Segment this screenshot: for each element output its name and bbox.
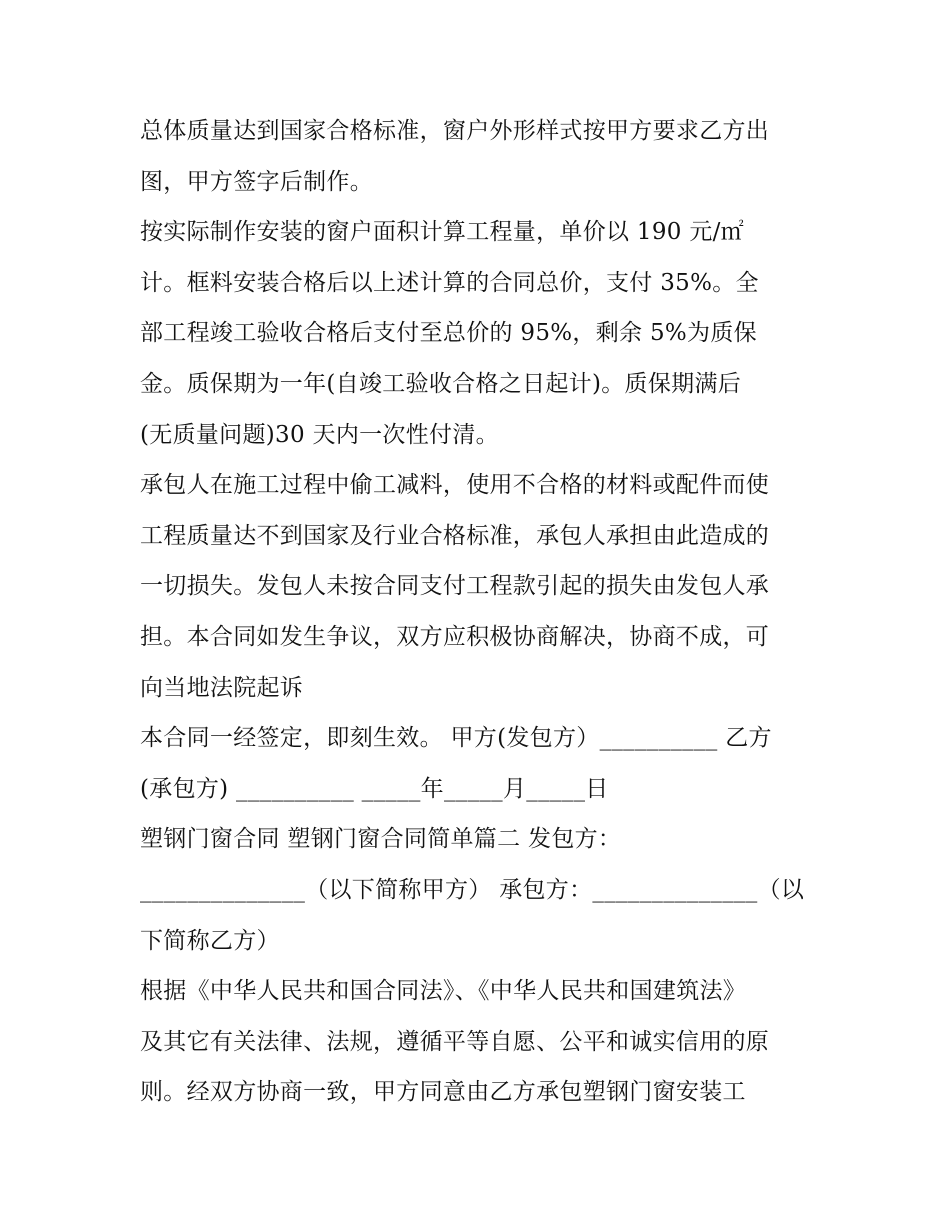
- text-line: 本合同一经签定，即刻生效。 甲方(发包方）__________ 乙方: [140, 725, 772, 752]
- text-line: 及其它有关法律、法规，遵循平等自愿、公平和诚实信用的原: [140, 1028, 770, 1055]
- text-line: (无质量问题)30 天内一次性付清。: [140, 421, 499, 448]
- text-line: 承包人在施工过程中偷工减料，使用不合格的材料或配件而使: [140, 472, 770, 499]
- text-line: 工程质量达不到国家及行业合格标准，承包人承担由此造成的: [140, 522, 770, 549]
- text-line: 部工程竣工验收合格后支付至总价的 95%，剩余 5%为质保: [140, 320, 757, 347]
- text-line: 向当地法院起诉: [140, 674, 304, 701]
- text-line: 一切损失。发包人未按合同支付工程款引起的损失由发包人承: [140, 573, 770, 600]
- text-line: 下简称乙方）: [140, 927, 280, 954]
- text-line: 则。经双方协商一致，甲方同意由乙方承包塑钢门窗安装工: [140, 1079, 746, 1106]
- text-line: 塑钢门窗合同 塑钢门窗合同简单篇二 发包方：: [140, 826, 622, 853]
- text-line: ______________（以下简称甲方） 承包方：______________（以: [140, 876, 805, 903]
- text-line: (承包方) __________ _____年_____月_____日: [140, 775, 609, 802]
- text-line: 计。框料安装合格后以上述计算的合同总价，支付 35%。全: [140, 269, 759, 296]
- text-line: 按实际制作安装的窗户面积计算工程量，单价以 190 元/㎡: [140, 219, 744, 246]
- text-line: 图，甲方签字后制作。: [140, 168, 373, 195]
- text-line: 根据《中华人民共和国合同法》、《中华人民共和国建筑法》: [140, 978, 747, 1005]
- text-line: 担。本合同如发生争议，双方应积极协商解决，协商不成，可: [140, 623, 770, 650]
- document-body: [140, 106, 820, 1118]
- text-line: 金。质保期为一年(自竣工验收合格之日起计)。质保期满后: [140, 370, 742, 397]
- text-line: 总体质量达到国家合格标准，窗户外形样式按甲方要求乙方出: [140, 118, 770, 144]
